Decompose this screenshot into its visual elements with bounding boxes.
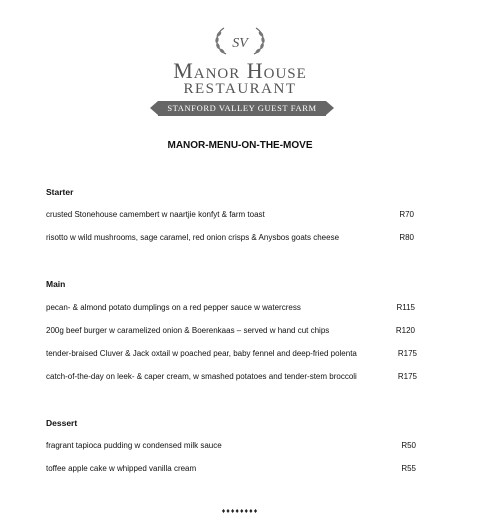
menu-item: toffee apple cake w whipped vanilla cream bbox=[46, 464, 197, 473]
footer-ornament: ♦♦♦♦♦♦♦♦ bbox=[221, 508, 259, 515]
menu-item-price: R70 bbox=[399, 210, 414, 219]
menu-item-price: R115 bbox=[396, 303, 415, 312]
menu-item: crusted Stonehouse camembert w naartjie konfyt & farm toast bbox=[46, 210, 265, 219]
menu-item: fragrant tapioca pudding w condensed milk sauce bbox=[46, 441, 222, 450]
menu-item-price: R55 bbox=[401, 464, 416, 473]
menu-item-price: R80 bbox=[399, 233, 414, 242]
menu-title: MANOR-MENU-ON-THE-MOVE bbox=[167, 140, 313, 151]
section-title-starter: Starter bbox=[46, 187, 74, 197]
menu-item-price: R175 bbox=[397, 349, 417, 358]
menu-item: tender-braised Cluver & Jack oxtail w poached pear, baby fennel and deep-fried polenta bbox=[46, 349, 357, 358]
menu-item: pecan- & almond potato dumplings on a red pepper sauce w watercress bbox=[46, 303, 301, 312]
guest-farm-ribbon: STANFORD VALLEY GUEST FARM bbox=[158, 101, 326, 116]
menu-item-price: R50 bbox=[401, 441, 416, 450]
restaurant-subtitle: RESTAURANT bbox=[183, 81, 297, 97]
monogram: SV bbox=[232, 36, 248, 51]
restaurant-logo bbox=[0, 0, 480, 130]
menu-item: risotto w wild mushrooms, sage caramel, red onion crisps & Anysbos goats cheese bbox=[46, 233, 340, 242]
section-title-main: Main bbox=[46, 279, 66, 289]
restaurant-name: Manor House bbox=[173, 58, 307, 83]
menu-item-price: R175 bbox=[397, 372, 417, 381]
section-title-dessert: Dessert bbox=[46, 418, 78, 428]
laurel-wreath-icon bbox=[210, 24, 270, 58]
menu-item: 200g beef burger w caramelized onion & Boerenkaas – served w hand cut chips bbox=[46, 326, 330, 335]
menu-item-price: R120 bbox=[395, 326, 415, 335]
menu-item: catch-of-the-day on leek- & caper cream, w smashed potatoes and tender-stem broccoli bbox=[46, 372, 357, 381]
